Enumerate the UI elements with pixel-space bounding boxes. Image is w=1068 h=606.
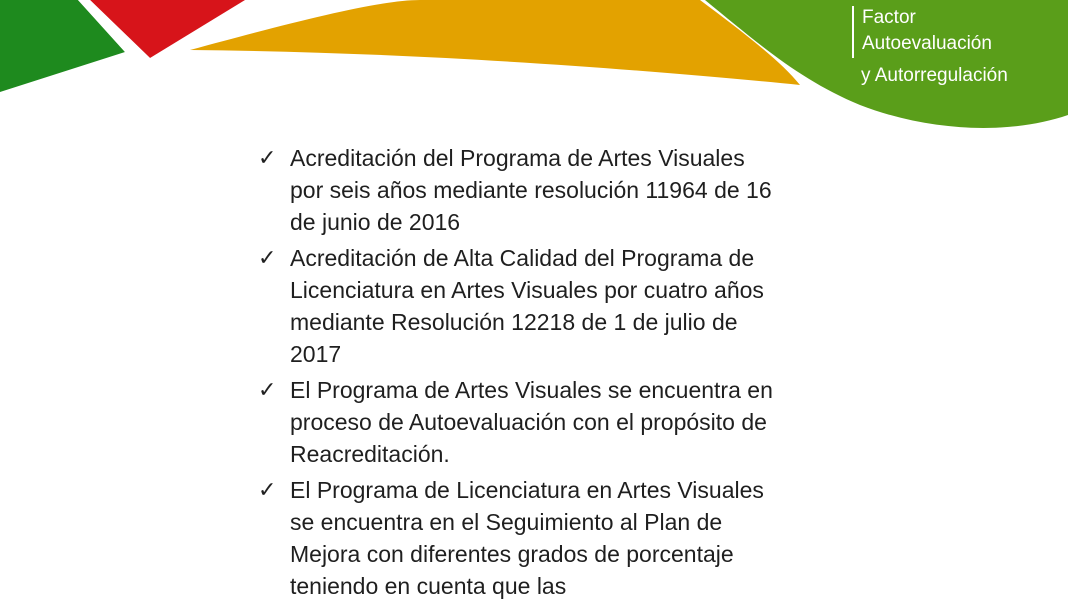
factor-label: Factor [862,7,916,28]
list-item-text: El Programa de Artes Visuales se encuentra en proceso de Autoevaluación con el propósito de Reacreditación. [290,377,773,467]
list-item [258,242,778,370]
list-item-text: Acreditación del Programa de Artes Visuales por seis años mediante resolución 11964 de 16 de junio de 2016 [290,145,772,235]
checklist [258,142,778,606]
factor-title-block [852,6,992,58]
check-icon: ✓ [258,245,277,270]
list-item [258,374,778,470]
factor-title-line1: Autoevaluación [862,33,992,54]
check-icon: ✓ [258,145,277,170]
check-icon: ✓ [258,477,277,502]
list-item-text: El Programa de Licenciatura en Artes Visuales se encuentra en el Seguimiento al Plan de Mejora con diferentes grados de porcentaje teniendo en cuenta que las [290,477,764,599]
list-item [258,474,778,602]
list-item [258,142,778,238]
orange-shape [190,0,800,85]
list-item-text: Acreditación de Alta Calidad del Programa de Licenciatura en Artes Visuales por cuatro años mediante Resolución 12218 de 1 de julio de 2017 [290,245,764,367]
check-icon: ✓ [258,377,277,402]
header-banner [0,0,1068,140]
factor-title-line2: y Autorregulación [861,65,1008,86]
